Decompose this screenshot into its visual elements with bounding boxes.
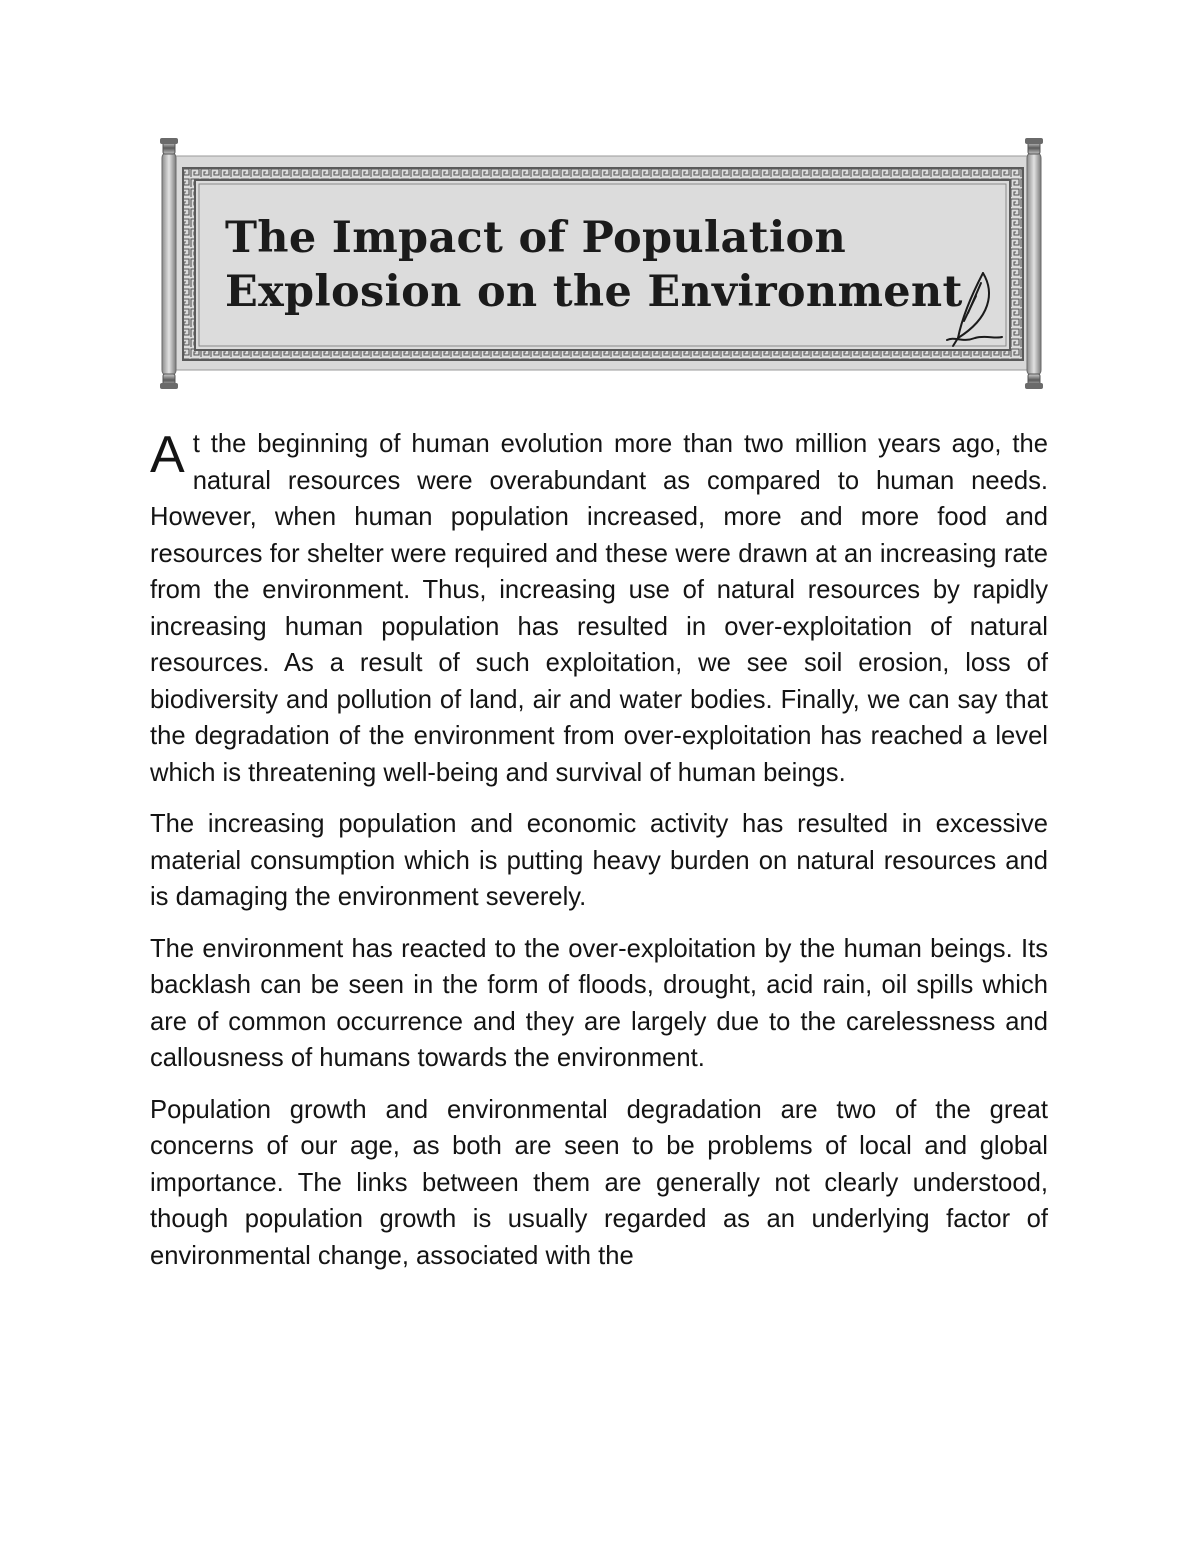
paragraph-1-text: t the beginning of human evolution more than two million years ago, the natural resources were overabundant as compared to human needs. However, when human population increased, more and more food and resources for shelter were required and these were drawn at an increasing rate from the environment. Thus, increasing use of natural resources by rapidly increasing human population has resulted in over-exploitation of natural resources. As a result of such exploitation, we see soil erosion, loss of biodiversity and pollution of land, air and water bodies. Finally, we can say that the degradation of the environment from over-exploitation has reached a level which is threatening well-being and survival of human beings. [150, 430, 1048, 787]
article-body [150, 426, 1048, 1289]
paragraph-2: The increasing population and economic activity has resulted in excessive material consumption which is putting heavy burden on natural resources and is damaging the environment severely. [150, 810, 1048, 911]
drop-cap: A [150, 426, 185, 484]
title-line-2: Explosion on the Environment [225, 267, 963, 317]
title-banner [150, 138, 1050, 390]
banner-title [195, 180, 1010, 350]
paragraph-1 [150, 426, 1048, 791]
title-line-1: The Impact of Population [225, 213, 847, 263]
paragraph-4: Population growth and environmental degradation are two of the great concerns of our age, as both are seen to be problems of local and global importance. The links between them are generally not clearly understood, though population growth is usually regarded as an underlying factor of environmental change, associated with the [150, 1095, 1048, 1270]
paragraph-3: The environment has reacted to the over-exploitation by the human beings. Its backlash can be seen in the form of floods, drought, acid rain, oil spills which are of common occurrence and they are largely due to the carelessness and callousness of humans towards the environment. [150, 934, 1048, 1072]
